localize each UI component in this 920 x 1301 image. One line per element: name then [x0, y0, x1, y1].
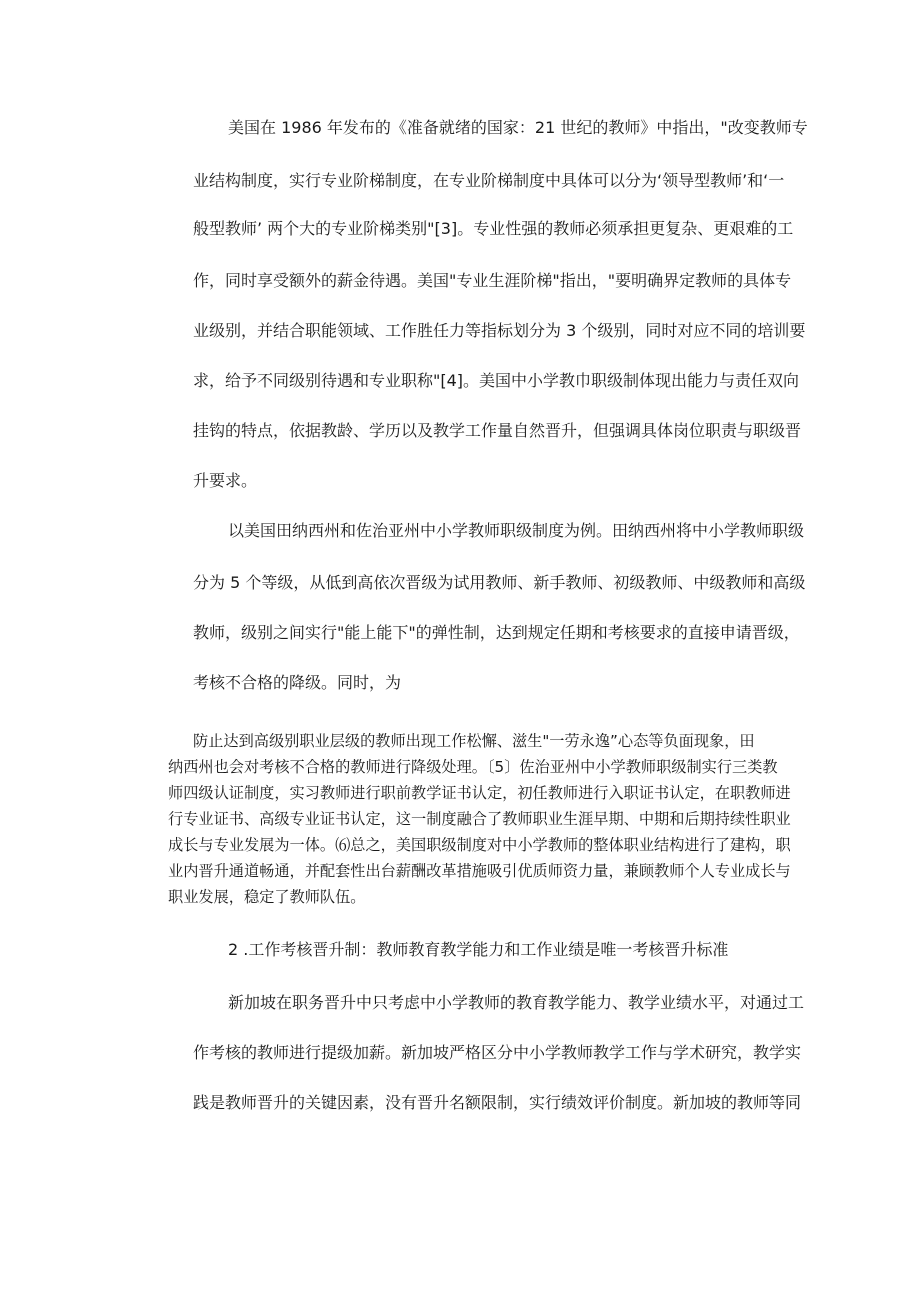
text-line: 挂钩的特点，依据教龄、学历以及教学工作量自然晋升，但强调具体岗位职责与职级晋 — [193, 421, 802, 440]
text-line: 作考核的教师进行提级加薪。新加坡严格区分中小学教师教学工作与学术研究，教学实 — [193, 1043, 802, 1062]
text-line: 防止达到高级别职业层级的教师出现工作松懈、滋生"一劳永逸”心态等负面现象，田 — [193, 732, 755, 750]
text-line: 考核不合格的降级。同时，为 — [193, 673, 402, 692]
text-line: 职业发展，稳定了教师队伍。 — [168, 888, 366, 906]
text-line: 行专业证书、高级专业证书认定，这一制度融合了教师职业生涯早期、中期和后期持续性职业 — [168, 810, 791, 828]
text-line: 分为 5 个等级，从低到高依次晋级为试用教师、新手教师、初级教师、中级教师和高级 — [193, 573, 806, 592]
text-line: 纳西州也会对考核不合格的教师进行降级处理。〔5〕佐治亚州中小学教师职级制实行三类教 — [168, 758, 778, 776]
text-line: 作，同时享受额外的薪金待遇。美国"专业生涯阶梯"指出，"要明确界定教师的具体专 — [193, 271, 792, 290]
text-line: 业内晋升通道畅通，并配套性出台薪酬改革措施吸引优质师资力量，兼顾教师个人专业成长与 — [168, 862, 791, 880]
text-line: 求，给予不同级别待遇和专业职称"[4]。美国中小学教巾职级制体现出能力与责任双向 — [193, 371, 800, 390]
text-line: 以美国田纳西州和佐治亚州中小学教师职级制度为例。田纳西州将中小学教师职级 — [228, 521, 805, 540]
text-line: 般型教师’ 两个大的专业阶梯类别"[3]。专业性强的教师必须承担更复杂、更艰难的工 — [193, 219, 794, 238]
text-line: 业结构制度，实行专业阶梯制度，在专业阶梯制度中具体可以分为‘领导型教师’和‘一 — [193, 171, 785, 190]
text-line: 新加坡在职务晋升中只考虑中小学教师的教育教学能力、教学业绩水平，对通过工 — [228, 993, 805, 1012]
text-line: 升要求。 — [193, 471, 258, 490]
text-line: 成长与专业发展为一体。⑹总之，美国职级制度对中小学教师的整体职业结构进行了建构，职 — [168, 836, 791, 854]
section-heading: 2 .工作考核晋升制：教师教育教学能力和工作业绩是唯一考核晋升标准 — [228, 940, 729, 959]
text-line: 美国在 1986 年发布的《准备就绪的国家：21 世纪的教师》中指出，"改变教师专 — [228, 118, 808, 137]
text-line: 师四级认证制度，实习教师进行职前教学证书认定，初任教师进行入职证书认定，在职教师进 — [168, 784, 791, 802]
text-line: 践是教师晋升的关键因素，没有晋升名额限制，实行绩效评价制度。新加坡的教师等同 — [193, 1093, 802, 1112]
text-line: 业级别，并结合职能领域、工作胜任力等指标划分为 3 个级别，同时对应不同的培训要 — [193, 321, 806, 340]
text-line: 教师，级别之间实行"能上能下"的弹性制，达到规定任期和考核要求的直接申请晋级， — [193, 623, 800, 642]
